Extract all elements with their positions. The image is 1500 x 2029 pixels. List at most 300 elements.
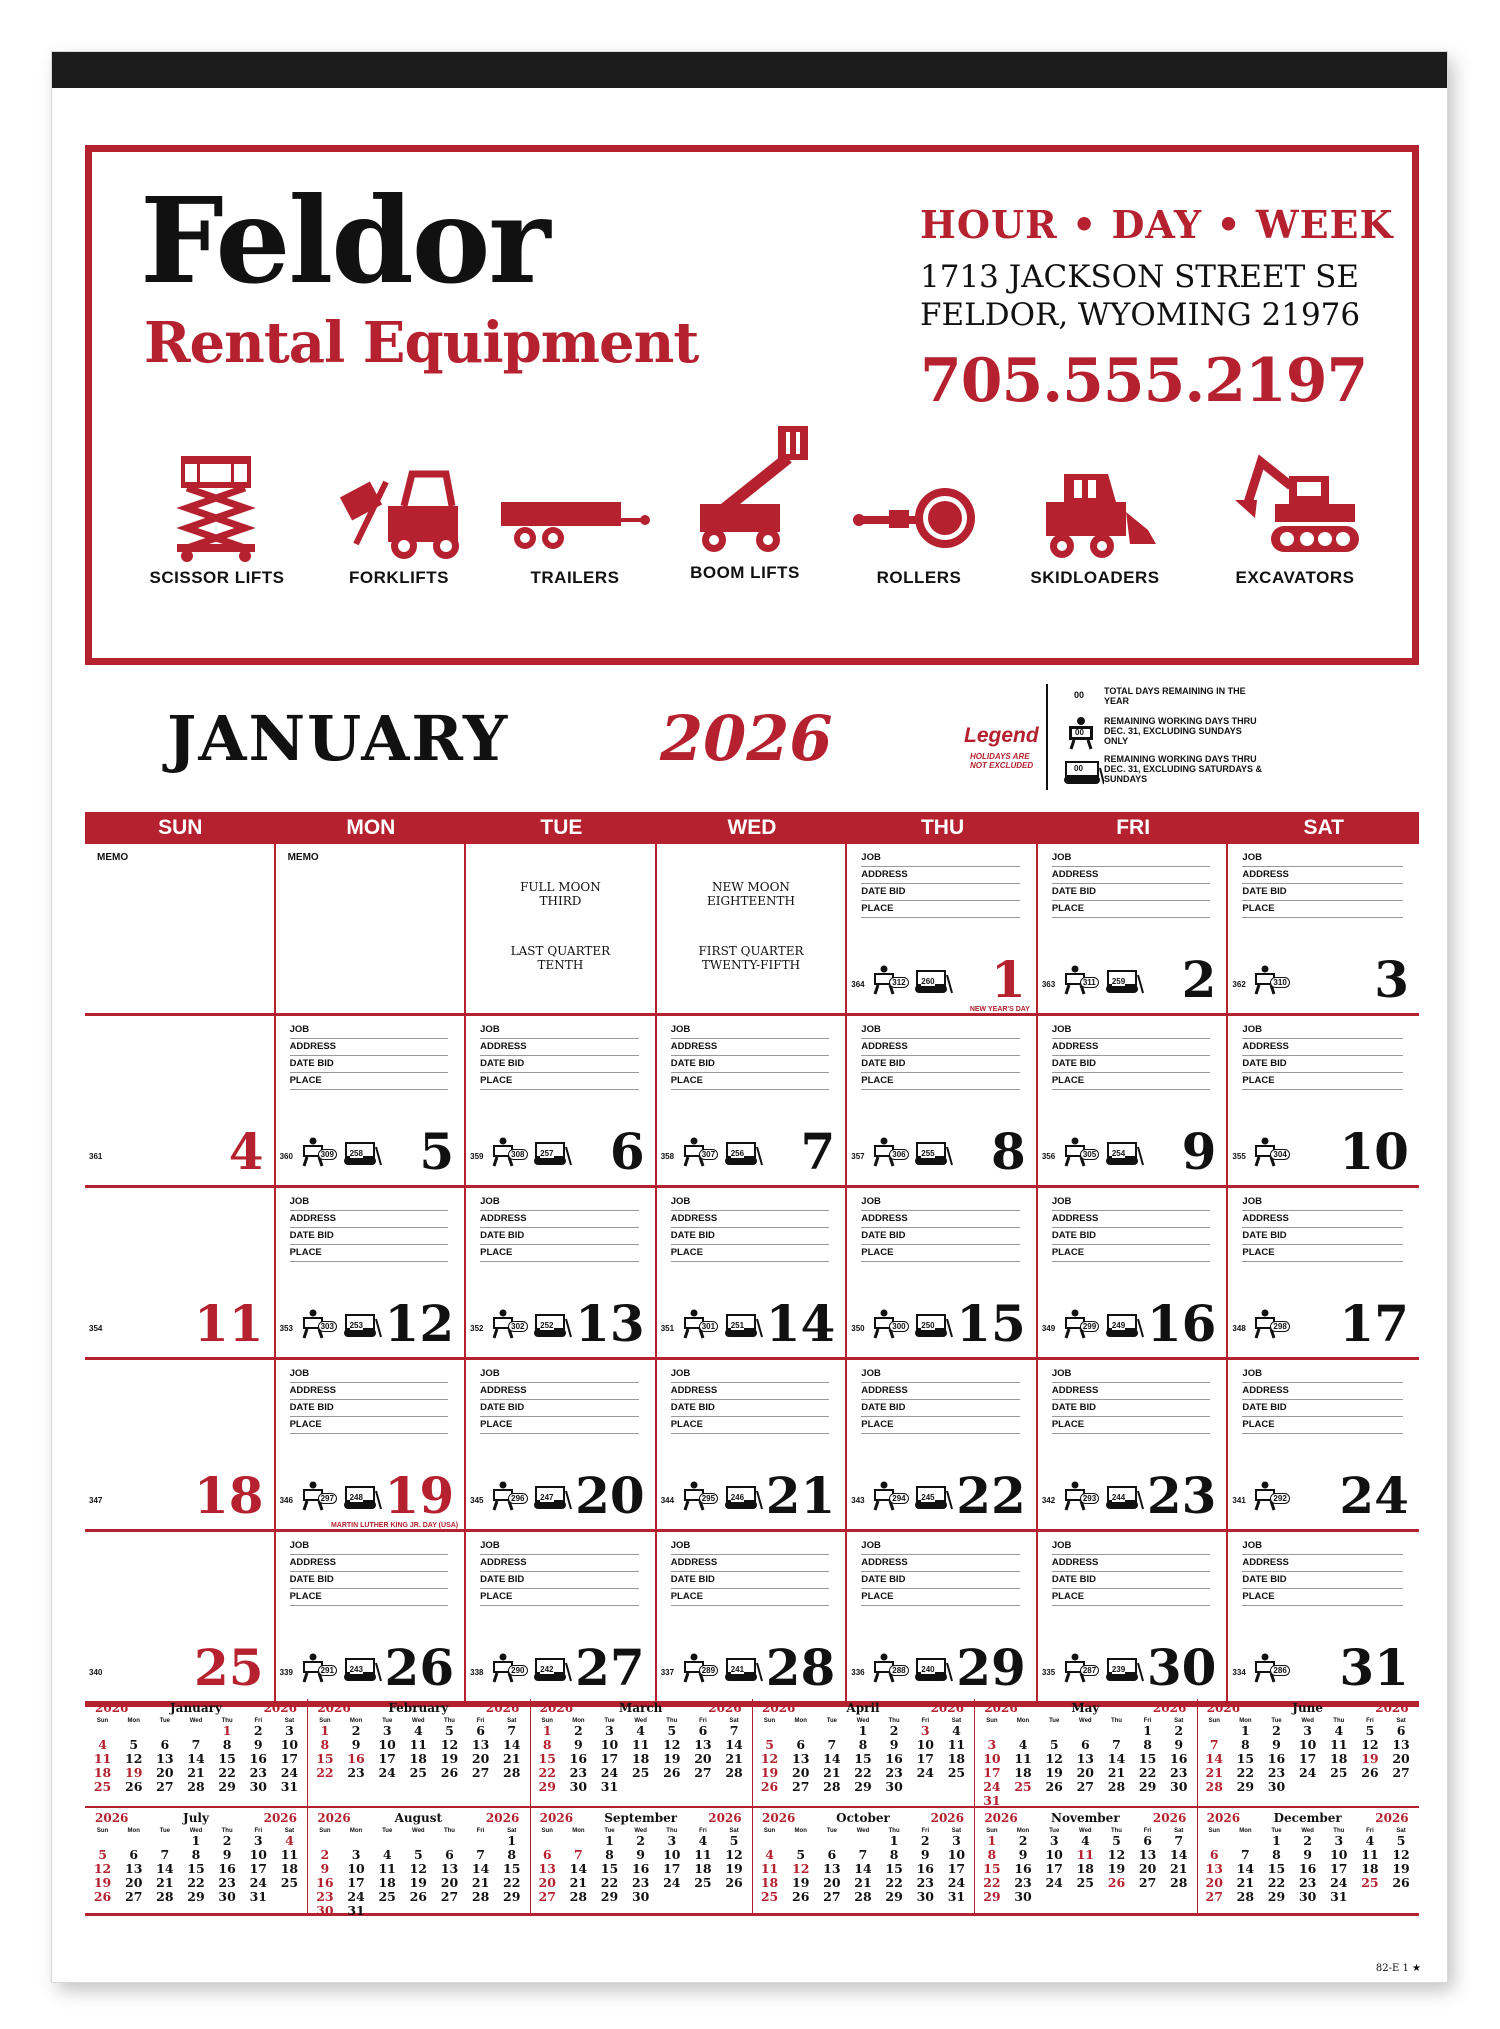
mini-day: 10	[280, 1737, 299, 1752]
job-field[interactable]: DATE BID	[671, 1056, 830, 1073]
mini-day: 22	[218, 1765, 236, 1780]
mini-day: 16	[218, 1861, 236, 1876]
job-field[interactable]: JOB	[671, 1022, 830, 1039]
mini-day: 8	[320, 1737, 330, 1752]
job-field[interactable]: PLACE	[671, 1589, 830, 1606]
mini-day: 12	[1392, 1847, 1410, 1862]
job-field[interactable]: DATE BID	[480, 1572, 639, 1589]
mini-day: 14	[823, 1751, 841, 1766]
mini-weekday: Mon	[1239, 1828, 1252, 1834]
job-field[interactable]: DATE BID	[480, 1056, 639, 1073]
mini-day: 14	[1236, 1861, 1255, 1876]
job-field[interactable]: ADDRESS	[1052, 1039, 1211, 1056]
mini-day: 15	[854, 1751, 872, 1766]
day-cell	[466, 1016, 657, 1188]
mini-weekday: Sun	[96, 1828, 109, 1834]
job-field[interactable]: JOB	[480, 1538, 639, 1555]
mini-year: 2026	[1375, 1811, 1409, 1825]
job-field[interactable]: JOB	[480, 1194, 639, 1211]
job-field[interactable]: PLACE	[1242, 1073, 1403, 1090]
job-field[interactable]: JOB	[861, 1366, 1020, 1383]
mini-weekday: Thu	[1110, 1718, 1122, 1724]
mini-weekday: Sat	[284, 1718, 295, 1724]
mini-month-header	[1199, 1811, 1417, 1825]
job-form	[1052, 1538, 1211, 1606]
mini-weekday: Sat	[1174, 1718, 1184, 1724]
year-at-a-glance	[85, 1699, 1419, 1916]
mini-month-november	[976, 1811, 1194, 1915]
mini-day: 14	[1107, 1751, 1126, 1766]
job-field[interactable]: DATE BID	[1242, 1228, 1403, 1245]
job-field[interactable]: DATE BID	[861, 1056, 1020, 1073]
mini-day: 9	[636, 1847, 645, 1862]
job-field[interactable]: PLACE	[861, 1245, 1020, 1262]
job-field[interactable]: JOB	[1052, 1366, 1211, 1383]
job-field[interactable]: ADDRESS	[1052, 867, 1211, 884]
mini-day: 13	[1205, 1861, 1223, 1876]
mini-day: 8	[542, 1737, 552, 1752]
mini-day: 5	[129, 1737, 139, 1752]
mini-day: 18	[1014, 1765, 1032, 1780]
job-field[interactable]: PLACE	[290, 1589, 449, 1606]
mini-day: 24	[947, 1875, 966, 1890]
total-days-remaining: 344	[660, 1496, 675, 1505]
job-field[interactable]: JOB	[290, 1538, 449, 1555]
mini-weekday: Sat	[284, 1828, 295, 1834]
job-field[interactable]: ADDRESS	[1242, 1039, 1403, 1056]
job-field[interactable]: JOB	[290, 1194, 449, 1211]
mini-year: 2026	[984, 1811, 1018, 1825]
job-field[interactable]: ADDRESS	[1052, 1211, 1211, 1228]
mini-day: 3	[382, 1723, 392, 1738]
job-field[interactable]: PLACE	[861, 1073, 1020, 1090]
equipment-forklifts	[314, 452, 484, 588]
job-field[interactable]: PLACE	[290, 1417, 449, 1434]
job-field[interactable]: ADDRESS	[861, 1039, 1020, 1056]
job-field[interactable]: ADDRESS	[1242, 867, 1403, 884]
mini-day: 28	[823, 1779, 841, 1794]
moon-phase-text: EIGHTEENTH	[706, 894, 796, 908]
trailer-icon	[495, 452, 655, 562]
worker-count: 295	[699, 1493, 718, 1504]
job-field[interactable]: JOB	[671, 1366, 830, 1383]
boom-lift-icon	[670, 422, 820, 557]
mini-day: 17	[1045, 1861, 1063, 1876]
job-field[interactable]: JOB	[290, 1022, 449, 1039]
mini-day: 5	[765, 1737, 774, 1752]
blank-cell	[657, 844, 848, 1016]
mini-day: 9	[320, 1861, 330, 1876]
job-field[interactable]: ADDRESS	[671, 1039, 830, 1056]
job-field[interactable]: DATE BID	[1052, 1400, 1211, 1417]
divider	[307, 1699, 308, 1913]
job-field[interactable]: ADDRESS	[671, 1211, 830, 1228]
mini-day: 26	[93, 1889, 112, 1904]
job-field[interactable]: JOB	[861, 1194, 1020, 1211]
job-field[interactable]: JOB	[861, 1538, 1020, 1555]
mini-day: 24	[347, 1889, 365, 1904]
weekday-thu: THU	[920, 816, 965, 839]
job-field[interactable]: ADDRESS	[861, 1211, 1020, 1228]
job-field[interactable]: ADDRESS	[1242, 1211, 1403, 1228]
mini-day: 11	[1014, 1751, 1032, 1766]
mini-weekday: Tue	[826, 1828, 837, 1834]
job-form	[861, 1366, 1020, 1434]
job-field[interactable]: PLACE	[480, 1245, 639, 1262]
job-field[interactable]: PLACE	[671, 1073, 830, 1090]
job-form	[861, 1022, 1020, 1090]
mini-day: 11	[760, 1861, 779, 1876]
job-field[interactable]: DATE BID	[671, 1228, 830, 1245]
mini-day: 25	[1361, 1875, 1379, 1890]
mini-day: 29	[187, 1889, 205, 1904]
remaining-days-icons	[683, 1129, 793, 1173]
job-field[interactable]: JOB	[1052, 1538, 1211, 1555]
worker-count: 303	[318, 1321, 337, 1332]
bulldozer-count: 258	[349, 1149, 363, 1158]
job-field[interactable]: DATE BID	[1242, 884, 1403, 901]
mini-day: 7	[476, 1847, 485, 1862]
mini-day: 22	[187, 1875, 205, 1890]
holiday-label: NEW YEAR'S DAY	[969, 1006, 1030, 1013]
job-field[interactable]: PLACE	[1242, 1417, 1403, 1434]
job-field[interactable]: PLACE	[1052, 1417, 1211, 1434]
day-number: 30	[1146, 1638, 1217, 1697]
mini-day: 25	[694, 1875, 712, 1890]
mini-day: 17	[378, 1751, 396, 1766]
job-field[interactable]: DATE BID	[861, 1228, 1020, 1245]
mini-day: 11	[947, 1737, 966, 1752]
mini-day: 14	[503, 1737, 521, 1752]
day-cell	[847, 1532, 1038, 1704]
mini-year: 2026	[1375, 1701, 1409, 1715]
divider	[752, 1699, 753, 1913]
worker-count: 293	[1080, 1493, 1099, 1504]
mini-weekday: Sat	[1396, 1828, 1406, 1834]
job-field[interactable]: JOB	[1052, 850, 1211, 867]
mini-year: 2026	[317, 1701, 351, 1715]
mini-year: 2026	[984, 1701, 1018, 1715]
mini-weekday: Mon	[349, 1828, 363, 1834]
job-field[interactable]: PLACE	[1242, 1245, 1403, 1262]
mini-day: 13	[156, 1751, 174, 1766]
excavator-icon	[1225, 452, 1365, 562]
total-days-remaining: 352	[470, 1324, 484, 1333]
job-field[interactable]: ADDRESS	[290, 1555, 449, 1572]
mini-day: 27	[156, 1779, 174, 1794]
mini-day: 23	[249, 1765, 267, 1780]
mini-weekday: Wed	[189, 1828, 203, 1834]
total-days-remaining: 351	[660, 1324, 675, 1333]
job-field[interactable]: ADDRESS	[290, 1383, 449, 1400]
mini-day: 27	[1205, 1889, 1223, 1904]
mini-day-grid	[754, 1834, 972, 1904]
job-field[interactable]: PLACE	[861, 1417, 1020, 1434]
mini-day: 14	[1170, 1847, 1188, 1862]
bulldozer-count: 244	[1111, 1493, 1126, 1502]
job-field[interactable]: DATE BID	[671, 1572, 830, 1589]
job-field[interactable]: PLACE	[480, 1417, 639, 1434]
mini-weekday: Wed	[1079, 1828, 1092, 1834]
mini-day: 23	[1014, 1875, 1032, 1890]
mini-day: 9	[1272, 1737, 1281, 1752]
phone-number: 705.555.2197	[920, 346, 1368, 416]
job-field[interactable]: ADDRESS	[861, 1555, 1020, 1572]
mini-day: 6	[476, 1723, 485, 1738]
mini-weekday: Mon	[794, 1718, 807, 1724]
day-cell	[1228, 1188, 1419, 1360]
equipment-row	[92, 452, 1412, 602]
total-days-remaining: 346	[279, 1496, 293, 1505]
job-field[interactable]: PLACE	[1052, 1073, 1211, 1090]
job-field[interactable]: PLACE	[671, 1417, 830, 1434]
mini-day: 20	[823, 1875, 841, 1890]
day-number: 23	[1146, 1466, 1217, 1525]
mini-day: 18	[760, 1875, 779, 1890]
job-field[interactable]: PLACE	[1052, 901, 1211, 918]
remaining-days-icons	[492, 1129, 602, 1173]
brand-name: Feldor	[140, 171, 549, 310]
mini-year: 2026	[539, 1811, 574, 1825]
job-field[interactable]: DATE BID	[1052, 884, 1211, 901]
mini-day: 4	[698, 1833, 708, 1848]
mini-day: 4	[413, 1723, 423, 1738]
mini-day: 27	[823, 1889, 841, 1904]
mini-weekday: Fri	[1143, 1828, 1152, 1834]
mini-weekday: Wed	[1301, 1828, 1314, 1834]
mini-weekday: Fri	[921, 1718, 930, 1724]
mini-day: 29	[983, 1889, 1001, 1904]
mini-day: 17	[663, 1861, 681, 1876]
mini-month-august	[309, 1811, 527, 1918]
mini-day-grid	[532, 1834, 750, 1904]
worker-count: 309	[318, 1149, 337, 1160]
job-field[interactable]: PLACE	[1242, 1589, 1403, 1606]
mini-day: 8	[222, 1737, 232, 1752]
worker-count: 286	[1270, 1665, 1289, 1676]
mini-weekday: Sat	[729, 1828, 739, 1834]
mini-day: 6	[1143, 1833, 1152, 1848]
job-field[interactable]: ADDRESS	[671, 1383, 830, 1400]
mini-day: 17	[983, 1765, 1001, 1780]
job-field[interactable]: PLACE	[861, 1589, 1020, 1606]
job-field[interactable]: DATE BID	[290, 1228, 449, 1245]
mini-day: 24	[280, 1765, 299, 1780]
job-field[interactable]: JOB	[671, 1194, 830, 1211]
equipment-label: SKIDLOADERS	[1030, 568, 1160, 587]
mini-day: 5	[1396, 1833, 1406, 1848]
job-field[interactable]: ADDRESS	[290, 1211, 449, 1228]
job-field[interactable]: ADDRESS	[1242, 1555, 1403, 1572]
mini-weekday: Tue	[826, 1718, 837, 1724]
job-field[interactable]: ADDRESS	[480, 1211, 639, 1228]
job-field[interactable]: PLACE	[480, 1589, 639, 1606]
job-field[interactable]: ADDRESS	[861, 1383, 1020, 1400]
job-field[interactable]: DATE BID	[1052, 1056, 1211, 1073]
job-field[interactable]: DATE BID	[861, 1572, 1020, 1589]
job-form	[290, 1366, 449, 1434]
total-days-remaining: 360	[279, 1152, 293, 1161]
mini-day: 13	[792, 1751, 810, 1766]
job-field[interactable]: PLACE	[480, 1073, 639, 1090]
job-field[interactable]: JOB	[1242, 850, 1403, 867]
mini-weekday: Fri	[476, 1718, 485, 1724]
month-grid	[85, 812, 1419, 1707]
bulldozer-count: 254	[1111, 1149, 1126, 1158]
mini-weekday: Tue	[159, 1828, 170, 1834]
mini-day: 8	[191, 1847, 201, 1862]
mini-month-name: July	[183, 1811, 209, 1825]
total-days-remaining: 359	[470, 1152, 484, 1161]
job-field[interactable]: JOB	[1242, 1194, 1403, 1211]
mini-weekday: Wed	[634, 1718, 647, 1724]
job-field[interactable]: JOB	[480, 1022, 639, 1039]
mini-day: 14	[854, 1861, 872, 1876]
mini-day: 22	[1138, 1765, 1157, 1780]
mini-weekday: Thu	[666, 1718, 678, 1724]
mini-day: 13	[471, 1737, 490, 1752]
mini-day: 6	[1080, 1737, 1090, 1752]
mini-day: 13	[440, 1861, 459, 1876]
mini-day: 22	[538, 1765, 556, 1780]
job-field[interactable]: JOB	[861, 850, 1020, 867]
mini-day: 23	[885, 1765, 903, 1780]
job-field[interactable]: DATE BID	[290, 1056, 449, 1073]
equipment-label: FORKLIFTS	[349, 568, 449, 587]
day-number: 26	[384, 1638, 455, 1697]
day-cell	[657, 1016, 848, 1188]
job-field[interactable]: DATE BID	[1052, 1228, 1211, 1245]
mini-month-header	[976, 1811, 1194, 1825]
mini-weekday: Wed	[1079, 1718, 1092, 1724]
mini-day: 25	[760, 1889, 779, 1904]
mini-day: 3	[987, 1737, 997, 1752]
job-field[interactable]: ADDRESS	[480, 1555, 639, 1572]
job-field[interactable]: JOB	[480, 1366, 639, 1383]
mini-year: 2026	[1206, 1811, 1241, 1825]
mini-day: 6	[1396, 1723, 1406, 1738]
job-field[interactable]: JOB	[1242, 1366, 1403, 1383]
mini-day: 11	[409, 1737, 428, 1752]
job-field[interactable]: DATE BID	[480, 1228, 639, 1245]
divider	[530, 1699, 531, 1913]
job-field[interactable]: JOB	[671, 1538, 830, 1555]
mini-day: 15	[1267, 1861, 1286, 1876]
job-field[interactable]: ADDRESS	[1052, 1383, 1211, 1400]
mini-day: 21	[187, 1765, 205, 1780]
equipment-skidloaders	[1010, 452, 1180, 588]
job-field[interactable]: DATE BID	[1242, 1056, 1403, 1073]
job-field[interactable]: DATE BID	[1052, 1572, 1211, 1589]
mini-day: 7	[1209, 1737, 1219, 1752]
worker-count: 305	[1080, 1149, 1099, 1160]
job-form	[671, 1366, 830, 1434]
day-cell	[466, 1188, 657, 1360]
job-field[interactable]: ADDRESS	[480, 1383, 639, 1400]
job-field[interactable]: ADDRESS	[1052, 1555, 1211, 1572]
job-field[interactable]: JOB	[1242, 1022, 1403, 1039]
mini-day: 19	[93, 1875, 112, 1890]
job-field[interactable]: DATE BID	[290, 1400, 449, 1417]
mini-day: 23	[1170, 1765, 1188, 1780]
job-field[interactable]: DATE BID	[290, 1572, 449, 1589]
job-field[interactable]: ADDRESS	[1242, 1383, 1403, 1400]
day-number: 17	[1339, 1294, 1409, 1353]
job-field[interactable]: PLACE	[1052, 1245, 1211, 1262]
job-field[interactable]: DATE BID	[1242, 1572, 1403, 1589]
job-field[interactable]: PLACE	[1052, 1589, 1211, 1606]
mini-weekday: Wed	[634, 1828, 647, 1834]
total-days-remaining: 334	[1232, 1668, 1246, 1677]
mini-day: 6	[1209, 1847, 1219, 1862]
mini-day: 22	[1236, 1765, 1255, 1780]
mini-day: 25	[631, 1765, 650, 1780]
mini-weekday: Thu	[221, 1828, 233, 1834]
mini-day: 13	[538, 1861, 556, 1876]
job-field[interactable]: PLACE	[1242, 901, 1403, 918]
mini-day: 13	[823, 1861, 841, 1876]
mini-day: 12	[125, 1751, 143, 1766]
day-number: 24	[1339, 1466, 1409, 1525]
day-cell	[657, 1532, 848, 1704]
mini-day: 25	[1076, 1875, 1095, 1890]
mini-day-grid	[87, 1834, 305, 1904]
mini-day-grid	[976, 1834, 1194, 1904]
job-field[interactable]: ADDRESS	[671, 1555, 830, 1572]
mini-weekday: Thu	[443, 1828, 455, 1834]
job-field[interactable]: DATE BID	[671, 1400, 830, 1417]
job-field[interactable]: DATE BID	[1242, 1400, 1403, 1417]
job-field[interactable]: PLACE	[290, 1245, 449, 1262]
mini-day: 25	[947, 1765, 966, 1780]
job-field[interactable]: PLACE	[290, 1073, 449, 1090]
job-field[interactable]: JOB	[861, 1022, 1020, 1039]
job-field[interactable]: JOB	[1052, 1194, 1211, 1211]
remaining-days-icons	[1254, 957, 1364, 1001]
job-field[interactable]: JOB	[1052, 1022, 1211, 1039]
mini-day: 12	[440, 1737, 459, 1752]
bulldozer-count: 242	[540, 1665, 554, 1674]
job-field[interactable]: DATE BID	[480, 1400, 639, 1417]
mini-day: 23	[218, 1875, 236, 1890]
legend-sample-value: 00	[1074, 690, 1085, 700]
job-field[interactable]: PLACE	[671, 1245, 830, 1262]
day-number: 6	[609, 1122, 645, 1181]
job-field[interactable]: JOB	[1242, 1538, 1403, 1555]
mini-day: 28	[471, 1889, 490, 1904]
mini-weekday: Sun	[541, 1828, 553, 1834]
job-field[interactable]: JOB	[290, 1366, 449, 1383]
job-form	[290, 1538, 449, 1606]
mini-weekday: Thu	[1333, 1718, 1345, 1724]
mini-day: 20	[1392, 1751, 1410, 1766]
mini-day: 26	[1361, 1765, 1379, 1780]
job-field[interactable]: ADDRESS	[861, 867, 1020, 884]
job-field[interactable]: DATE BID	[861, 884, 1020, 901]
remaining-days-icons	[873, 957, 983, 1001]
job-field[interactable]: DATE BID	[861, 1400, 1020, 1417]
mini-day: 13	[1138, 1847, 1157, 1862]
job-field[interactable]: PLACE	[861, 901, 1020, 918]
skidloader-icon	[1030, 452, 1160, 562]
day-cell	[1228, 1016, 1419, 1188]
mini-day: 1	[507, 1833, 517, 1848]
mini-weekday: Fri	[254, 1828, 263, 1834]
mini-year: 2026	[1206, 1701, 1241, 1715]
mini-year: 2026	[263, 1811, 297, 1825]
job-field[interactable]: ADDRESS	[480, 1039, 639, 1056]
job-field[interactable]: ADDRESS	[290, 1039, 449, 1056]
